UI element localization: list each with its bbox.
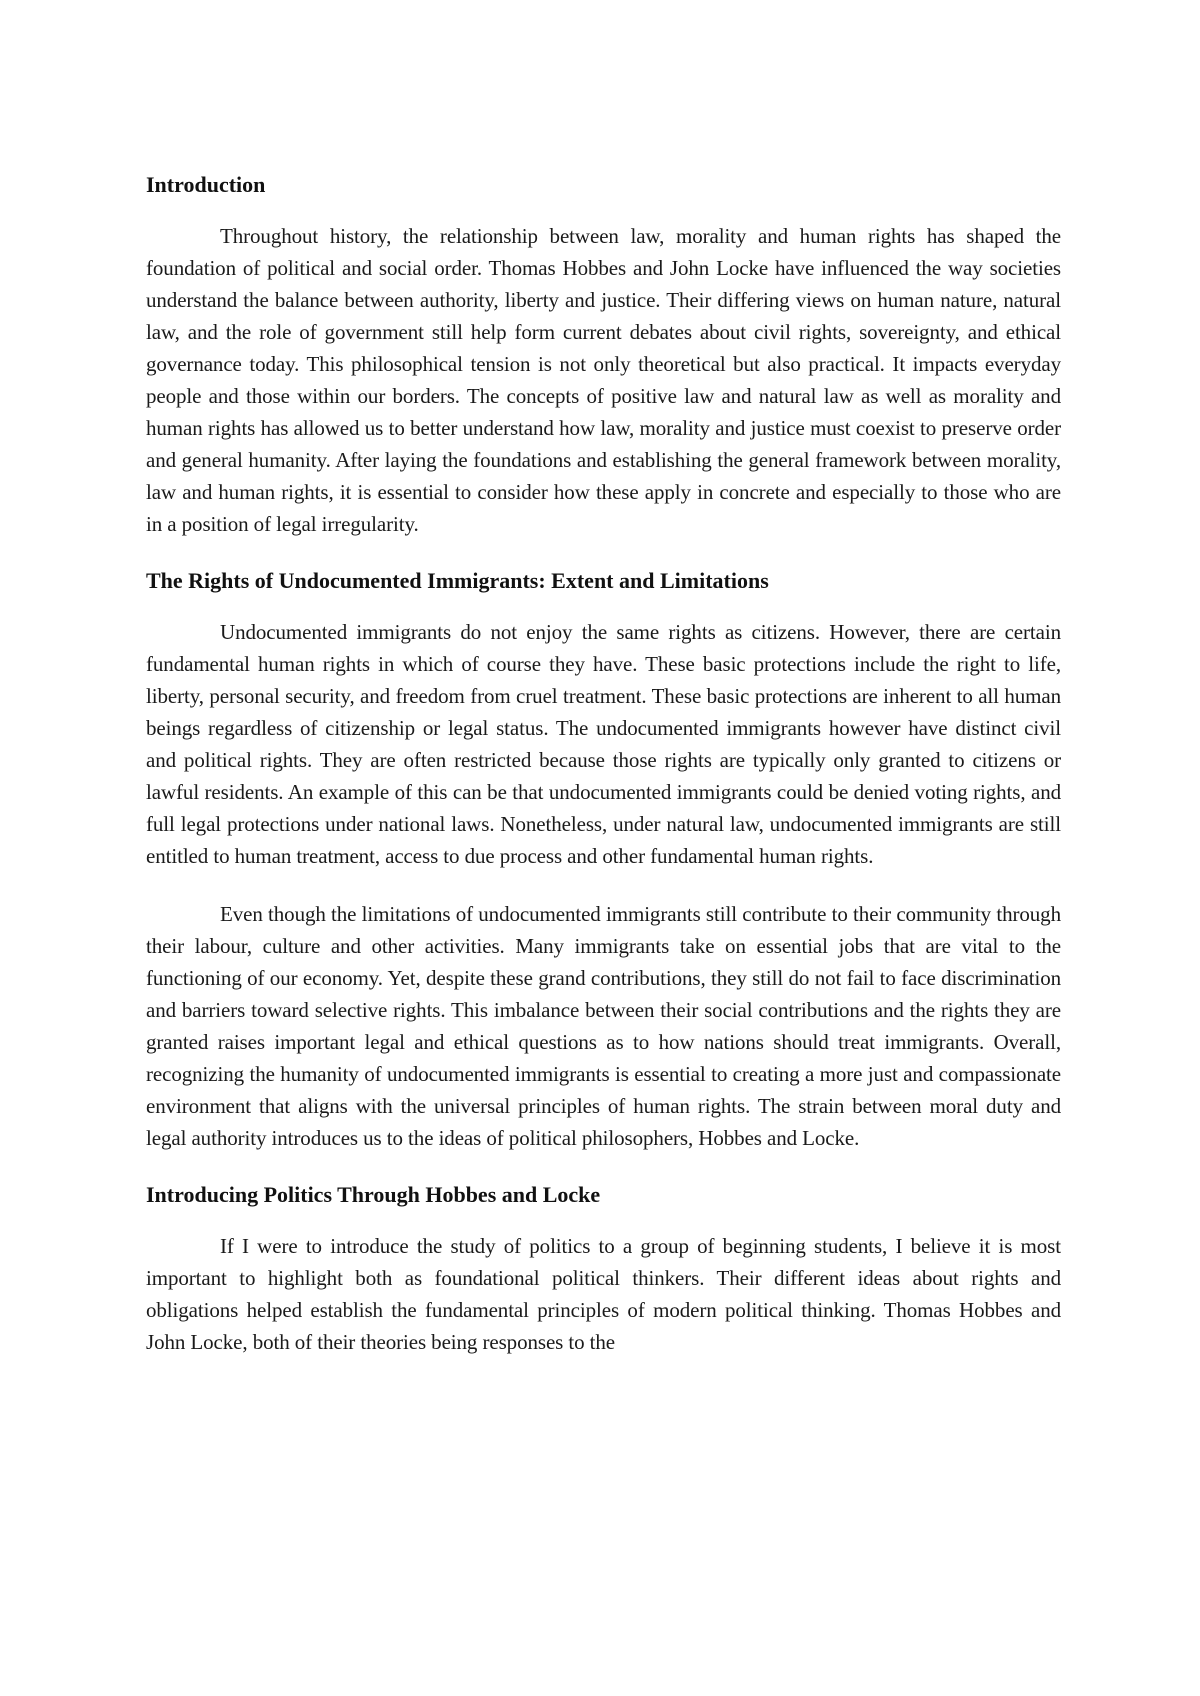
- document-page: [146, 170, 1061, 1358]
- paragraph-introduction: Throughout history, the relationship between law, morality and human rights has shaped the foundation of political and social order. Thomas Hobbes and John Locke have influenced the way societies understand the balance between authority, liberty and justice. Their differing views on human nature, natural law, and the role of government still help form current debates about civil rights, sovereignty, and ethical governance today. This philosophical tension is not only theoretical but also practical. It impacts everyday people and those within our borders. The concepts of positive law and natural law as well as morality and human rights has allowed us to better understand how law, morality and justice must coexist to preserve order and general humanity. After laying the foundations and establishing the general framework between morality, law and human rights, it is essential to consider how these apply in concrete and especially to those who are in a position of legal irregularity.: [146, 224, 1061, 536]
- section-heading-introducing-politics: Introducing Politics Through Hobbes and Locke: [146, 1182, 601, 1207]
- paragraph-rights-2: Even though the limitations of undocumented immigrants still contribute to their community through their labour, culture and other activities. Many immigrants take on essential jobs that are vital to the functioning of our economy. Yet, despite these grand contributions, they still do not fail to face discrimination and barriers toward selective rights. This imbalance between their social contributions and the rights they are granted raises important legal and ethical questions as to how nations should treat immigrants. Overall, recognizing the humanity of undocumented immigrants is essential to creating a more just and compassionate environment that aligns with the universal principles of human rights. The strain between moral duty and legal authority introduces us to the ideas of political philosophers, Hobbes and Locke.: [146, 902, 1061, 1150]
- paragraph-introducing-politics: If I were to introduce the study of politics to a group of beginning students, I believe it is most important to highlight both as foundational political thinkers. Their different ideas about rights and obligations helped establish the fundamental principles of modern political thinking. Thomas Hobbes and John Locke, both of their theories being responses to the: [146, 1234, 1061, 1354]
- section-heading-introduction: Introduction: [146, 172, 266, 197]
- section-heading-rights-of-undocumented-immigrants: The Rights of Undocumented Immigrants: Extent and Limitations: [146, 568, 769, 593]
- paragraph-rights-1: Undocumented immigrants do not enjoy the same rights as citizens. However, there are certain fundamental human rights in which of course they have. These basic protections include the right to life, liberty, personal security, and freedom from cruel treatment. These basic protections are inherent to all human beings regardless of citizenship or legal status. The undocumented immigrants however have distinct civil and political rights. They are often restricted because those rights are typically only granted to citizens or lawful residents. An example of this can be that undocumented immigrants could be denied voting rights, and full legal protections under national laws. Nonetheless, under natural law, undocumented immigrants are still entitled to human treatment, access to due process and other fundamental human rights.: [146, 620, 1061, 868]
